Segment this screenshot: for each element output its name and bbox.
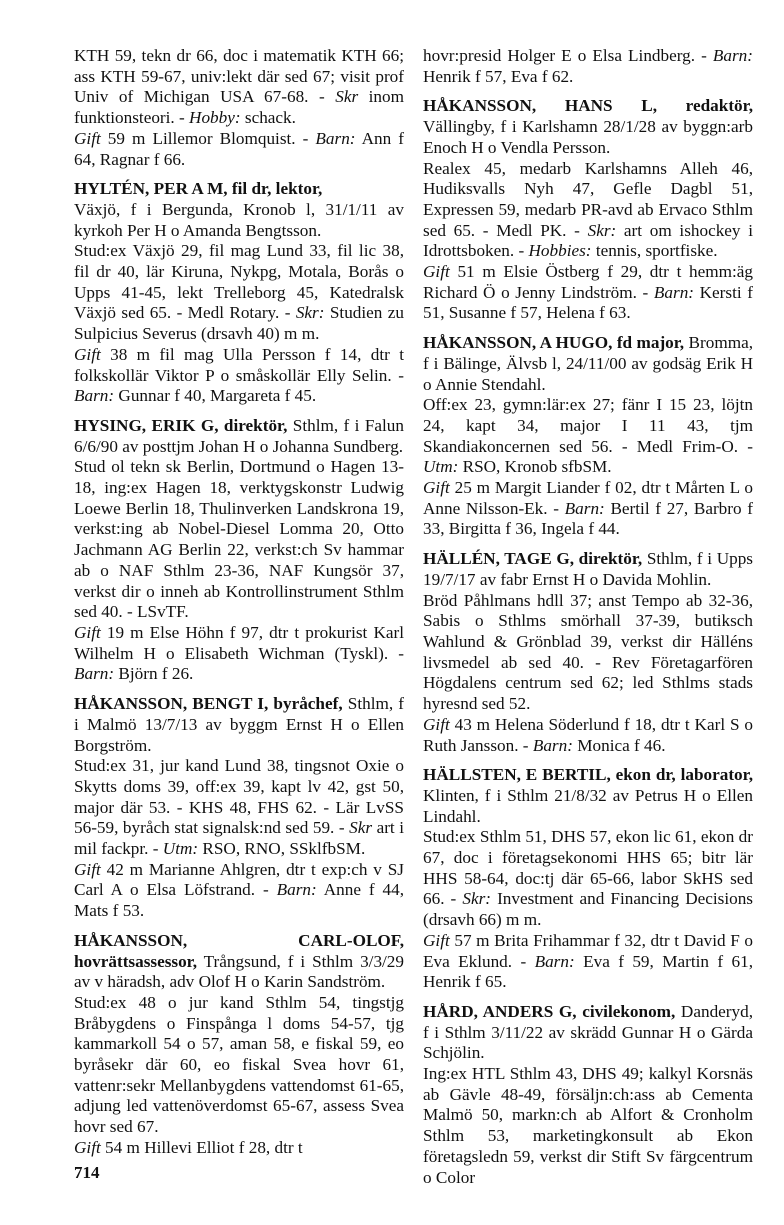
entry-residence-birth: Sthlm, f i Malmö 13/7/13 av byggm Ernst H o Ellen Borgström. bbox=[74, 694, 405, 755]
italic-label: Utm: bbox=[423, 457, 459, 477]
entry-paragraph bbox=[423, 395, 753, 478]
entry-paragraph bbox=[74, 241, 404, 345]
entry-name: HÅKANSSON, BENGT I, byråchef, bbox=[74, 694, 343, 714]
italic-label: Skr: bbox=[295, 303, 325, 323]
italic-label: Barn: bbox=[564, 498, 605, 518]
entry-name: HÅRD, ANDERS G, civilekonom, bbox=[423, 1001, 676, 1021]
text-segment: Stud:ex 48 o jur kand Sthlm 54, tingstjg Bråbygdens o Finspånga l doms 54-57, tjg kammarkoll 54 o 57, aman 58, e fiskal 59, eo byråsekr där 60, eo fiskal Svea hovr 61, vattenr:sekr Mellanbygdens vattendomst 61-65, adjung led vattenöverdomst 65-67, assess Svea hovr sed 67. bbox=[74, 992, 404, 1137]
italic-label: Gift bbox=[74, 622, 101, 642]
text-segment: 51 m Elsie Östberg f 29, dtr t hemm:äg Richard Ö o Jenny Lindström. - bbox=[423, 262, 753, 302]
entry-heading-line bbox=[423, 549, 753, 590]
text-segment: Bröd Påhlmans hdll 37; anst Tempo ab 32-36, Sabis o Sthlms smörhall 37-39, butiksch Wahlund & Grönblad 39, verkst dir Hälléns livsmedel ab sed 40. - Rev Företagarfören Högdalens centrum sed 62; led Sthlms stads hyresnd sed 52. bbox=[423, 590, 753, 714]
entry-heading-line bbox=[423, 765, 753, 827]
italic-label: Barn: bbox=[532, 735, 573, 755]
text-segment: 59 m Lillemor Blomquist. - bbox=[100, 128, 316, 148]
biography-entry bbox=[74, 416, 404, 685]
entry-paragraph bbox=[423, 827, 753, 931]
text-segment: Off:ex 23, gymn:lär:ex 27; fänr I 15 23, löjtn 24, kapt 34, major I 11 43, tjm Skandiakoncernen sed 56. - Medl Frim-O. - bbox=[423, 395, 753, 456]
text-segment: Ann f 64, Ragnar f 66. bbox=[74, 128, 404, 169]
biography-entry bbox=[423, 1002, 753, 1188]
text-segment: Ing:ex HTL Sthlm 43, DHS 49; kalkyl Korsnäs ab Gävle 48-49, försäljn:ch:ass ab Cementa Malmö 50, markn:ch ab Alfort & Cronholm Sthlm 53, marketingkonsult ab Ekon företagsledn 59, verkst dir Stift Sv färgcentrum o Color bbox=[423, 1064, 753, 1187]
biography-entry bbox=[423, 765, 753, 993]
italic-label: Gift bbox=[74, 128, 101, 148]
text-segment: Kersti f 51, Susanne f 57, Helena f 63. bbox=[423, 282, 753, 323]
entry-name: HÄLLÉN, TAGE G, direktör, bbox=[423, 549, 643, 569]
italic-label: Gift bbox=[74, 344, 101, 364]
page-number: 714 bbox=[74, 1163, 100, 1182]
entry-residence-birth: Danderyd, f i Sthlm 3/11/22 av skrädd Gunnar H o Gärda Schjölin. bbox=[423, 1001, 753, 1063]
italic-label: Gift bbox=[423, 714, 450, 734]
text-segment: Investment and Financing Decisions (drsavh 66) m m. bbox=[423, 889, 753, 930]
entry-paragraph bbox=[423, 1064, 753, 1188]
italic-label: Gift bbox=[423, 478, 450, 498]
biography-entry bbox=[423, 96, 753, 324]
italic-label: Barn: bbox=[315, 128, 356, 148]
italic-label: Barn: bbox=[712, 46, 753, 65]
text-segment: Monica f 46. bbox=[572, 735, 666, 755]
text-segment: Henrik f 57, Eva f 62. bbox=[423, 66, 574, 86]
entry-heading-line bbox=[74, 179, 404, 200]
italic-label: Hobbies: bbox=[528, 241, 592, 261]
entry-paragraph bbox=[74, 756, 404, 860]
italic-label: Barn: bbox=[534, 951, 575, 971]
italic-label: Barn: bbox=[74, 664, 115, 684]
entry-heading-line bbox=[74, 416, 404, 457]
italic-label: Gift bbox=[423, 262, 450, 282]
text-segment: hovr:presid Holger E o Elsa Lindberg. - bbox=[423, 46, 713, 65]
italic-label: Skr bbox=[335, 87, 359, 107]
biography-entry bbox=[423, 333, 753, 540]
text-segment: Stud:ex Växjö 29, fil mag Lund 33, fil lic 38, fil dr 40, lär Kiruna, Nykpg, Motala, Borås o Upps 41-45, lekt Trelleborg 45, Katedralsk Växjö sed 65. - Medl Rotary. - bbox=[74, 241, 404, 323]
italic-label: Barn: bbox=[653, 282, 695, 302]
entry-paragraph bbox=[74, 46, 404, 129]
biography-entry bbox=[74, 694, 404, 922]
italic-label: Hobby: bbox=[189, 108, 241, 128]
text-segment: Björn f 26. bbox=[114, 664, 194, 684]
text-segment: RSO, RNO, SSklfbSM. bbox=[198, 839, 366, 859]
italic-label: Gift bbox=[74, 859, 101, 879]
biography-entry bbox=[423, 549, 753, 756]
entry-paragraph bbox=[423, 478, 753, 540]
entry-paragraph bbox=[423, 159, 753, 263]
entry-name: HÅKANSSON, A HUGO, fd major, bbox=[423, 333, 685, 353]
entry-name: HÄLLSTEN, E BERTIL, ekon dr, laborator, bbox=[423, 765, 753, 785]
text-segment: 43 m Helena Söderlund f 18, dtr t Karl S o Ruth Jansson. - bbox=[423, 714, 753, 755]
entry-paragraph bbox=[74, 457, 404, 623]
entry-paragraph bbox=[74, 345, 404, 407]
text-segment: Växjö, f i Bergunda, Kronob l, 31/1/11 av kyrkoh Per H o Amanda Bengtsson. bbox=[74, 199, 404, 240]
italic-label: Barn: bbox=[74, 386, 115, 406]
entry-paragraph bbox=[74, 993, 404, 1138]
entry-name: HYSING, ERIK G, direktör, bbox=[74, 415, 288, 435]
text-segment: 25 m Margit Liander f 02, dtr t Mårten L o Anne Nilsson-Ek. - bbox=[423, 478, 753, 518]
entry-paragraph bbox=[423, 46, 753, 87]
text-segment: art i mil fackpr. - bbox=[74, 818, 404, 859]
text-segment: 57 m Brita Frihammar f 32, dtr t David F o Eva Eklund. - bbox=[423, 930, 753, 971]
italic-label: Utm: bbox=[162, 839, 199, 859]
text-segment: KTH 59, tekn dr 66, doc i matematik KTH 66; ass KTH 59-67, univ:lekt där sed 67; visit prof Univ of Michigan USA 67-68. - bbox=[74, 46, 404, 107]
entry-name: HYLTÉN, PER A M, fil dr, lektor, bbox=[74, 179, 323, 199]
text-segment: schack. bbox=[240, 108, 296, 128]
text-segment: Bertil f 27, Barbro f 33, Birgitta f 36, Ingela f 44. bbox=[423, 498, 753, 539]
entry-heading-line bbox=[74, 694, 404, 756]
entry-residence-birth: Bromma, f i Bälinge, Älvsb l, 24/11/00 av godsäg Erik H o Annie Stendahl. bbox=[423, 333, 753, 394]
italic-label: Skr: bbox=[587, 220, 617, 240]
text-segment: Stud ol tekn sk Berlin, Dortmund o Hagen 13-18, ing:ex Hagen 18, verktygskonstr Ludwig Loewe Berlin 18, Thulinverken Landskrona 19, verkst:ing ab Nobel-Diesel Lomma 20, Otto Jachmann AG Berlin 22, verkst:ch Sv hammar ab o NAF Sthlm 23-36, NAF Kungsör 37, verkst dir o inneh ab Kontrollinstrument Sthlm sed 40. - LSvTF. bbox=[74, 457, 404, 622]
entry-paragraph bbox=[423, 262, 753, 324]
text-segment: Stud:ex 31, jur kand Lund 38, tingsnot Oxie o Skytts doms 39, off:ex 39, kapt lv 42, gst 50, major där 53. - KHS 48, FHS 62. - Lär LvSS 56-59, byråch stat signalsk:nd sed 59. - bbox=[74, 756, 404, 838]
italic-label: Gift bbox=[423, 930, 450, 950]
entry-paragraph bbox=[423, 931, 753, 993]
text-segment: tennis, sportfiske. bbox=[591, 241, 718, 261]
entry-residence-birth: Klinten, f i Sthlm 21/8/32 av Petrus H o Ellen Lindahl. bbox=[423, 785, 753, 826]
entry-heading-line bbox=[423, 96, 753, 158]
entry-name: HÅKANSSON, CARL-OLOF, hovrättsassessor, bbox=[74, 930, 404, 971]
entry-name: HÅKANSSON, HANS L, redaktör, bbox=[423, 96, 753, 116]
text-segment: inom funktionsteori. - bbox=[74, 87, 404, 128]
text-segment: RSO, Kronob sfbSM. bbox=[458, 457, 612, 477]
entry-residence-birth: Sthlm, f i Falun 6/6/90 av posttjm Johan H o Johanna Sundberg. bbox=[74, 415, 404, 456]
entry-residence-birth: Trångsund, f i Sthlm 3/3/29 av v häradsh, adv Olof H o Karin Sandström. bbox=[74, 951, 404, 992]
entry-paragraph bbox=[423, 591, 753, 715]
italic-label: Gift bbox=[74, 1137, 101, 1157]
text-segment: Gunnar f 40, Margareta f 45. bbox=[114, 386, 317, 406]
biography-entry bbox=[74, 46, 404, 170]
biography-entry bbox=[74, 931, 404, 1159]
entry-heading-line bbox=[423, 1002, 753, 1064]
italic-label: Skr: bbox=[462, 889, 491, 909]
biography-entry bbox=[74, 179, 404, 407]
text-segment: Studien zu Sulpicius Severus (drsavh 40) m m. bbox=[74, 303, 404, 344]
entry-paragraph bbox=[74, 860, 404, 922]
entry-paragraph bbox=[74, 129, 404, 170]
entry-heading-line bbox=[74, 931, 404, 993]
text-segment: Eva f 59, Martin f 61, Henrik f 65. bbox=[423, 951, 753, 992]
entry-paragraph bbox=[423, 715, 753, 756]
entry-paragraph bbox=[74, 200, 404, 241]
text-segment: Anne f 44, Mats f 53. bbox=[74, 880, 404, 921]
text-segment: 42 m Marianne Ahlgren, dtr t exp:ch v SJ Carl A o Elsa Löfstrand. - bbox=[74, 859, 404, 900]
entry-paragraph bbox=[74, 1138, 404, 1159]
text-segment: 54 m Hillevi Elliot f 28, dtr t bbox=[100, 1137, 303, 1157]
entry-residence-birth: Sthlm, f i Upps 19/7/17 av fabr Ernst H o Davida Mohlin. bbox=[423, 549, 753, 589]
entry-paragraph bbox=[74, 623, 404, 685]
biography-entry bbox=[423, 46, 753, 87]
column-right bbox=[423, 46, 753, 1188]
text-segment: Realex 45, medarb Karlshamns Alleh 46, Hudiksvalls Nyh 47, Gefle Dagbl 51, Expressen 59, medarb PR-avd ab Ervaco Sthlm sed 65. - Medl PK. - bbox=[423, 158, 753, 240]
text-segment: Stud:ex Sthlm 51, DHS 57, ekon lic 61, ekon dr 67, doc i företagsekonomi HHS 65; bitr lär HHS 58-64, doc:tj där 65-66, labor SkHS sed 66. - bbox=[423, 827, 753, 909]
entry-heading-line bbox=[423, 333, 753, 395]
text-segment: 38 m fil mag Ulla Persson f 14, dtr t folkskollär Viktor P o småskollär Elly Selin. - bbox=[74, 344, 404, 385]
text-segment: 19 m Else Höhn f 97, dtr t prokurist Karl Wilhelm H o Elisabeth Wichman (Tyskl). - bbox=[74, 622, 404, 663]
italic-label: Skr bbox=[349, 818, 373, 838]
text-segment: art om ishockey i Idrottsboken. - bbox=[423, 220, 753, 261]
entry-residence-birth: Vällingby, f i Karlshamn 28/1/28 av byggn:arb Enoch H o Vendla Persson. bbox=[423, 117, 753, 157]
italic-label: Barn: bbox=[276, 880, 317, 900]
column-left bbox=[74, 46, 404, 1159]
